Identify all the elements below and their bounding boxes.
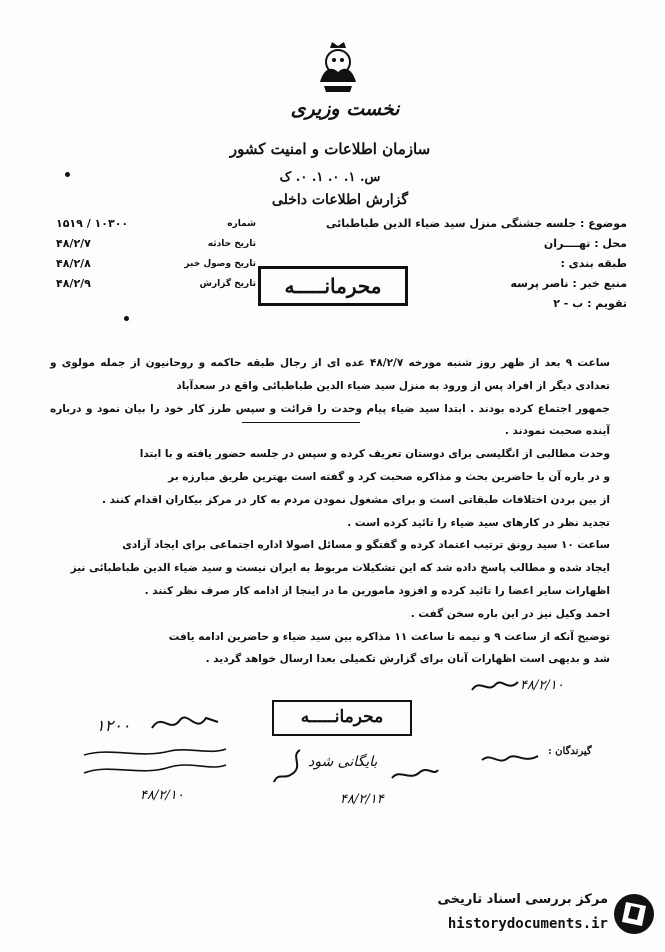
archive-note: بایگانی شود xyxy=(308,754,378,770)
receive-date-label: تاریخ وصول خبر xyxy=(184,259,256,269)
body-line: تجدید نظر در کارهای سید ضیاء را تائید کرده است . xyxy=(347,516,610,529)
body-line: احمد وکیل نیز در این باره سخن گفت . xyxy=(410,607,610,620)
signature-scribble xyxy=(150,708,220,738)
subject-label: موضوع : xyxy=(580,217,627,230)
subject-value: جلسه جشنگی منزل سید ضیاء الدین طباطبائی xyxy=(326,217,577,230)
signature-scribble xyxy=(480,748,540,770)
body-line: شد و بدیهی است اظهارات آنان برای گزارش تکمیلی بعدا ارسال خواهد گردید . xyxy=(205,653,610,666)
ink-dot xyxy=(124,316,129,321)
report-date-row xyxy=(56,274,256,294)
archive-name: مرکز بررسی اسناد تاریخی xyxy=(437,892,608,907)
event-date-label: تاریخ حادثه xyxy=(207,239,256,249)
signature-scribble xyxy=(80,745,230,787)
report-meta-left xyxy=(56,214,256,294)
receive-date-row xyxy=(56,254,256,274)
signature-scribble xyxy=(470,676,520,696)
handwritten-date: ۴۸/۲/۱۴ xyxy=(340,792,384,807)
handwritten-date: ۴۸/۲/۱۰ xyxy=(520,678,564,693)
subject-row xyxy=(327,214,627,234)
event-date-row xyxy=(56,234,256,254)
source-value: ناصر پرسه xyxy=(510,277,569,290)
source-label: منبع خبر : xyxy=(572,277,627,290)
signature-scribble xyxy=(270,746,310,786)
report-date-label: تاریخ گزارش xyxy=(199,279,256,289)
number-label: شماره xyxy=(227,219,256,229)
report-body xyxy=(50,352,610,671)
body-line: از بین بردن اختلافات طبقاتی است و برای مشغول نمودن مردم به کار در مرکز بیکاران اقدام کنند . xyxy=(101,493,610,506)
event-date-value: ۴۸/۲/۷ xyxy=(56,237,91,250)
receive-date-value: ۴۸/۲/۸ xyxy=(56,257,91,270)
archive-logo-icon xyxy=(612,892,656,936)
body-line: ساعت ۱۰ سید رونق ترتیب اعتماد کرده و گفتگو و مسائل اصولا اداره اجتماعی برای ایجاد آزادی xyxy=(122,539,610,552)
confidential-stamp: محرمانـــــه xyxy=(258,266,408,306)
distribution-label: گیرندگان : xyxy=(548,746,592,757)
body-line: اظهارات سایر اعضا را تائید کرده و افزود مامورین ما در اینجا از ادامه کار صرف نظر کنند . xyxy=(144,584,610,597)
eval-label: تقویم : xyxy=(587,297,627,310)
lion-and-sun-emblem xyxy=(310,42,366,94)
header-organization: سازمان اطلاعات و امنیت کشور xyxy=(229,140,431,158)
ink-dot xyxy=(65,172,70,177)
body-line: ساعت ۹ بعد از ظهر روز شنبه مورخه ۴۸/۲/۷ عده ای از رجال طبقه حاکمه و روحانیون از جمله مولوی و تعدادی دیگر از افراد پس از ورود به منزل سید ضیاء الدین طباطبائی واقع در سعدآباد xyxy=(50,357,610,392)
confidential-stamp-2: محرمانـــــه xyxy=(272,700,412,736)
number-row xyxy=(56,214,256,234)
handwritten-date: ۴۸/۲/۱۰ xyxy=(140,788,184,803)
class-label: طبقه بندی : xyxy=(560,257,627,270)
header-report-type: گزارش اطلاعات داخلی xyxy=(271,192,409,208)
place-label: محل : xyxy=(594,237,627,250)
body-line: ایجاد شده و مطالب پاسخ داده شد که این تشکیلات مربوط به ایران نیست و سید ضیاء الدین طباطبائی نیز xyxy=(70,562,610,575)
eval-value: ب - ۲ xyxy=(553,297,584,310)
signature-scribble xyxy=(390,762,440,784)
header-office: نخست وزیری xyxy=(290,98,400,120)
body-line: جمهور اجتماع کرده بودند . ابتدا سید ضیاء پیام وحدت را قرائت و سپس طرز کار خود را بیان نمود و درباره آینده صحبت نمودند . xyxy=(50,402,610,438)
body-line: و در باره آن با حاضرین بحث و مذاکره صحبت کرد و گفته است بهترین طریق مبارزه بر xyxy=(168,470,610,483)
number-value: ۱۰۳۰۰ / ۱۵۱۹ xyxy=(56,217,129,230)
body-line: وحدت مطالبی از انگلیسی برای دوستان تعریف کرده و سپس در جلسه حضور یافته و با ابتدا xyxy=(139,448,610,461)
watermark-footer xyxy=(370,890,660,950)
header-code: س. ۱. ۰. ۱. ۰. ک xyxy=(279,170,381,185)
place-value: تهــــران xyxy=(543,237,591,250)
handwritten-number: ۱۲۰۰ xyxy=(96,716,131,735)
place-row xyxy=(327,234,627,254)
handwritten-underline xyxy=(242,422,360,423)
archive-url: historydocuments.ir xyxy=(447,916,608,932)
body-line: توضیح آنکه از ساعت ۹ و نیمه تا ساعت ۱۱ مذاکره بین سید ضیاء و حاضرین ادامه یافت xyxy=(168,630,610,643)
report-date-value: ۴۸/۲/۹ xyxy=(56,277,91,290)
